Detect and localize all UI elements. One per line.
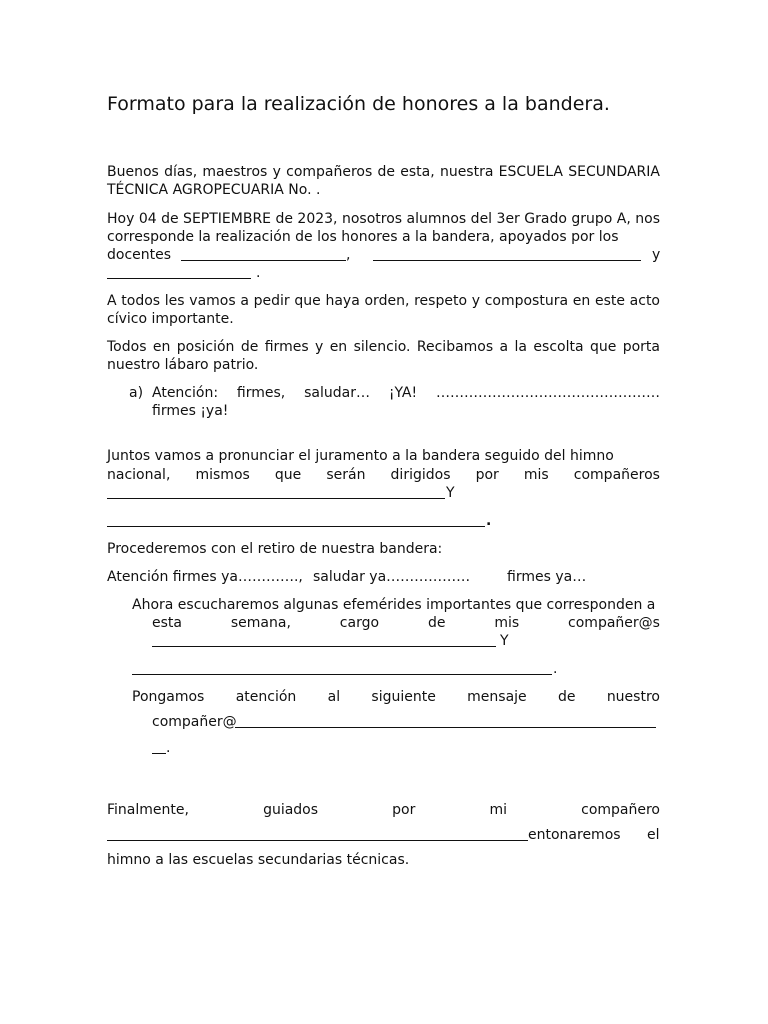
efemerides-word: mis [494, 615, 520, 631]
intro-paragraph: Hoy 04 de SEPTIEMBRE de 2023, nosotros alumnos del 3er Grado grupo A, nos corresponde la realización de los honores a la bandera, apoyados por los [107, 211, 660, 245]
blank-docente-1[interactable] [181, 246, 346, 261]
juramento-word: por [475, 467, 499, 483]
final-entonaremos: entonaremos [528, 827, 621, 843]
mensaje-word: atención [235, 689, 297, 705]
juramento-word: mis [523, 467, 549, 483]
efemerides-word: cargo [339, 615, 380, 631]
efemerides-word: esta [152, 615, 182, 631]
item-a-line1 [152, 384, 660, 402]
final-el: el [647, 827, 660, 843]
greeting-paragraph: Buenos días, maestros y compañeros de esta, nuestra ESCUELA SECUNDARIA TÉCNICA AGROPECUARIA No. . [107, 164, 660, 198]
mensaje-word: al [327, 689, 341, 705]
blank-efemerides-1[interactable] [152, 632, 496, 647]
mensaje-prefix: compañer@ [152, 714, 237, 730]
blank-juramento-1[interactable] [107, 484, 445, 499]
juramento-word: dirigidos [390, 467, 451, 483]
blank-mensaje-2[interactable] [152, 739, 166, 754]
final-word: guiados [263, 802, 319, 818]
mensaje-word: Pongamos [132, 689, 205, 705]
item-a-line2: firmes ¡ya! [152, 403, 229, 419]
intro-comma: , [346, 247, 351, 263]
item-a-word: saludar… [304, 385, 370, 401]
item-a-dots: ………………………………………… [435, 385, 660, 401]
efemerides-line1: Ahora escucharemos algunas efemérides importantes que corresponden a [132, 597, 656, 613]
blank-docente-3[interactable] [107, 264, 251, 279]
juramento-line2 [107, 466, 660, 484]
final-word: por [392, 802, 416, 818]
final-line3: himno a las escuelas secundarias técnicas. [107, 852, 410, 868]
juramento-line1: Juntos vamos a pronunciar el juramento a la bandera seguido del himno [107, 448, 614, 464]
blank-juramento-2[interactable] [107, 512, 485, 527]
retiro-cmd-part3: firmes ya… [507, 569, 587, 585]
blank-docente-2[interactable] [373, 246, 641, 261]
mensaje-word: nuestro [606, 689, 660, 705]
list-marker-a: a) [129, 385, 144, 401]
intro-y-word: y [652, 247, 661, 263]
juramento-word: nacional, [107, 467, 171, 483]
juramento-word: mismos [195, 467, 250, 483]
intro-docentes-line [107, 246, 171, 264]
mensaje-line1 [132, 688, 660, 706]
juramento-word: serán [326, 467, 366, 483]
mensaje-word: de [557, 689, 576, 705]
mensaje-word: mensaje [467, 689, 527, 705]
mensaje-word: siguiente [371, 689, 436, 705]
juramento-word: compañeros [573, 467, 660, 483]
item-a-word: Atención: [152, 385, 219, 401]
document-title: Formato para la realización de honores a la bandera. [107, 93, 610, 115]
intro-end-dot: . [256, 265, 261, 281]
retiro-cmd-part1: Atención firmes ya…………., [107, 569, 303, 585]
final-word: compañero [581, 802, 660, 818]
final-line1 [107, 801, 660, 819]
order-paragraph: A todos les vamos a pedir que haya orden, respeto y compostura en este acto cívico importante. [107, 293, 660, 327]
juramento-end-dot: . [486, 513, 492, 529]
efemerides-word: semana, [230, 615, 291, 631]
efemerides-word: compañer@s [568, 615, 660, 631]
final-word: Finalmente, [107, 802, 189, 818]
mensaje-end-dot: . [166, 740, 171, 756]
efemerides-end-dot: . [553, 661, 558, 677]
retiro-cmd-part2: saludar ya……………… [313, 569, 471, 585]
blank-mensaje-1[interactable] [235, 713, 656, 728]
efemerides-word: de [427, 615, 446, 631]
firmes-paragraph: Todos en posición de firmes y en silencio. Recibamos a la escolta que porta nuestro lábaro patrio. [107, 339, 660, 373]
juramento-y-word: Y [446, 485, 455, 501]
retiro-line: Procederemos con el retiro de nuestra bandera: [107, 541, 443, 557]
efemerides-line2 [152, 614, 660, 632]
blank-efemerides-2[interactable] [132, 660, 552, 675]
final-word: mi [489, 802, 508, 818]
efemerides-y-word: Y [500, 633, 509, 649]
item-a-word: ¡YA! [388, 385, 418, 401]
juramento-word: que [274, 467, 302, 483]
item-a-word: firmes, [236, 385, 286, 401]
blank-final-1[interactable] [107, 826, 528, 841]
intro-docentes-word: docentes [107, 247, 172, 263]
